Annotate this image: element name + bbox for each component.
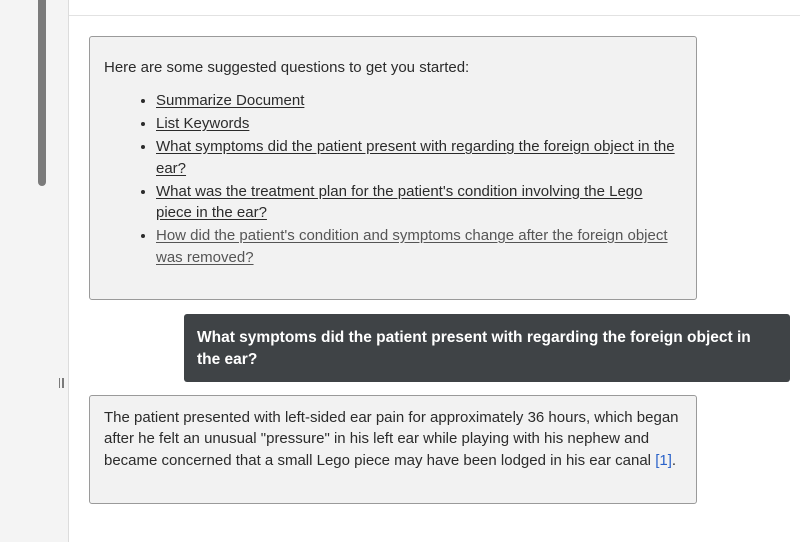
top-divider [69, 15, 800, 16]
list-item [156, 113, 682, 135]
suggestion-link-summarize[interactable]: Summarize Document [156, 92, 305, 109]
drag-handle-bar [62, 378, 64, 388]
drag-handle-bar [59, 378, 61, 388]
list-item [156, 225, 682, 268]
list-item [156, 136, 682, 179]
citation-link[interactable]: [1] [655, 451, 672, 469]
suggestion-link-treatment[interactable]: What was the treatment plan for the patient's condition involving the Lego piece in the ear? [156, 182, 643, 221]
answer-end-punct: . [671, 451, 677, 469]
drag-handle-icon[interactable] [57, 376, 65, 390]
list-item [156, 181, 682, 224]
scrollbar-thumb[interactable] [38, 0, 46, 186]
assistant-answer-card [89, 395, 697, 504]
suggested-questions-card [89, 36, 697, 300]
suggestions-intro: Here are some suggested questions to get you started: [104, 59, 470, 76]
user-message-bubble [184, 314, 790, 382]
answer-paragraph [104, 407, 682, 471]
left-sidebar [0, 0, 69, 542]
user-message-text: What symptoms did the patient present with regarding the foreign object in the ear? [197, 329, 751, 368]
suggestions-list [104, 90, 682, 268]
suggestion-link-keywords[interactable]: List Keywords [156, 115, 250, 132]
answer-text: The patient presented with left-sided ear pain for approximately 36 hours, which began after he felt an unusual "pressure" in his left ear while playing with his nephew and became concerned that a small Lego piece may have been lodged in his ear canal [104, 409, 679, 469]
suggestion-link-symptoms[interactable]: What symptoms did the patient present with regarding the foreign object in the ear? [156, 138, 675, 177]
suggestion-link-condition-change[interactable]: How did the patient's condition and symptoms change after the foreign object was removed? [156, 227, 668, 266]
list-item [156, 90, 682, 112]
